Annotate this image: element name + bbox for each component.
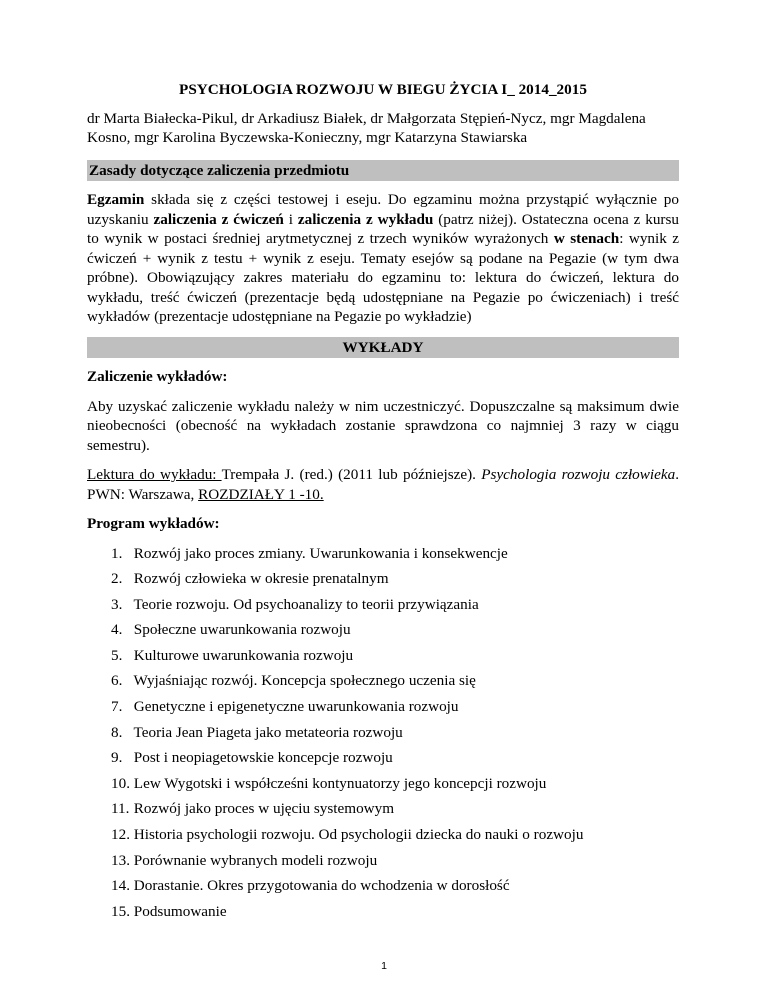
program-item-number: 6.: [111, 672, 123, 690]
program-item-number: 10.: [111, 774, 130, 792]
reading-paragraph: [87, 465, 679, 504]
program-item-number: 3.: [111, 595, 123, 613]
program-item: [111, 646, 679, 672]
program-item-text: Teoria Jean Piageta jako metateoria rozwoju: [133, 723, 403, 741]
program-item: [111, 876, 679, 902]
program-item-number: 5.: [111, 646, 123, 664]
program-item-text: Dorastanie. Okres przygotowania do wchodzenia w dorosłość: [133, 877, 510, 895]
program-item-number: 4.: [111, 621, 123, 639]
program-item: [111, 799, 679, 825]
program-item-number: 11.: [111, 800, 130, 818]
program-item-number: 1.: [111, 544, 123, 562]
exam-text-4: : wynik z ćwiczeń + wynik z testu + wynik z eseju. Tematy esejów są podane na Pegazie (w tym dwa próbne). Obowiązujący zakres materiału do egzaminu to: lektura do ćwiczeń, lektura do wykładu, treść ćwiczeń (prezentacje będą udostępniane na Pegazie po ćwiczeniach) i treść wykładów (prezentacje udostępniane na Pegazie po wykładzie): [87, 230, 679, 325]
program-item: [111, 774, 679, 800]
program-item-number: 12.: [111, 826, 130, 844]
rules-section-heading: Zasady dotyczące zaliczenia przedmiotu: [87, 160, 679, 182]
program-item: [111, 671, 679, 697]
program-heading: Program wykładów:: [87, 515, 220, 532]
lecture-credit-term: zaliczenia z wykładu: [297, 210, 434, 228]
program-item-number: 7.: [111, 698, 123, 716]
exam-term: Egzamin: [87, 191, 145, 208]
program-item-text: Lew Wygotski i współcześni kontynuatorzy jego koncepcji rozwoju: [133, 774, 547, 792]
reading-author: Trempała J. (red.) (2011 lub późniejsze).: [221, 466, 482, 483]
program-item-text: Rozwój jako proces zmiany. Uwarunkowania i konsekwencje: [133, 544, 508, 562]
lectures-section-heading: WYKŁADY: [87, 337, 679, 359]
program-item: [111, 697, 679, 723]
exercise-credit-term: zaliczenia z ćwiczeń: [153, 210, 284, 228]
lecture-credit-heading: Zaliczenie wykładów:: [87, 368, 228, 385]
program-item-number: 8.: [111, 723, 123, 741]
page-number: 1: [381, 960, 387, 972]
reading-label: Lektura do wykładu:: [87, 466, 222, 483]
program-item: [111, 544, 679, 570]
program-item: [111, 748, 679, 774]
program-item-number: 13.: [111, 851, 130, 869]
program-item: [111, 902, 679, 928]
program-item: [111, 595, 679, 621]
document-title: PSYCHOLOGIA ROZWOJU W BIEGU ŻYCIA I_ 2014_2015: [179, 81, 587, 98]
stens-term: w stenach: [553, 230, 620, 247]
program-item-text: Genetyczne i epigenetyczne uwarunkowania rozwoju: [133, 698, 459, 716]
program-item-text: Historia psychologii rozwoju. Od psychologii dziecka do nauki o rozwoju: [133, 826, 584, 844]
program-item: [111, 620, 679, 646]
reading-book-title: Psychologia rozwoju człowieka: [481, 466, 676, 483]
program-item: [111, 825, 679, 851]
program-item-number: 14.: [111, 877, 130, 895]
program-item-number: 9.: [111, 749, 123, 767]
program-item-text: Rozwój jako proces w ujęciu systemowym: [133, 800, 395, 818]
program-item: [111, 569, 679, 595]
program-item-text: Porównanie wybranych modeli rozwoju: [133, 851, 378, 869]
program-list: [87, 544, 679, 928]
reading-publisher: . PWN: Warszawa,: [87, 466, 679, 503]
lecture-credit-paragraph: Aby uzyskać zaliczenie wykładu należy w nim uczestniczyć. Dopuszczalne są maksimum dwie nieobecności (obecność na wykładach zostanie sprawdzona co najmniej 3 razy w ciągu semestru).: [87, 397, 679, 454]
authors-line: dr Marta Białecka-Pikul, dr Arkadiusz Białek, dr Małgorzata Stępień-Nycz, mgr Magdalena Kosno, mgr Karolina Byczewska-Konieczny, mgr Katarzyna Stawiarska: [87, 109, 646, 146]
reading-chapters: ROZDZIAŁY 1 -10.: [198, 485, 324, 503]
exam-rules-paragraph: [87, 190, 679, 327]
document-content: [87, 80, 679, 927]
program-item-text: Teorie rozwoju. Od psychoanalizy to teorii przywiązania: [133, 595, 479, 613]
program-item-text: Wyjaśniając rozwój. Koncepcja społecznego uczenia się: [133, 672, 476, 690]
program-item-text: Post i neopiagetowskie koncepcje rozwoju: [133, 749, 393, 767]
program-item: [111, 851, 679, 877]
program-item-number: 15.: [111, 902, 130, 920]
program-item-text: Podsumowanie: [133, 902, 227, 920]
exam-text-1: składa się z części testowej i eseju. Do egzaminu można przystąpić wyłącznie po uzyskaniu: [87, 191, 679, 228]
program-item-text: Społeczne uwarunkowania rozwoju: [133, 621, 351, 639]
exam-text-2: i: [283, 210, 298, 228]
exam-text-3: (patrz niżej). Ostateczna ocena z kursu to wynik w postaci średniej arytmetycznej z trzech wyników wyrażonych: [87, 210, 679, 247]
program-item: [111, 723, 679, 749]
program-item-number: 2.: [111, 570, 123, 588]
program-item-text: Kulturowe uwarunkowania rozwoju: [133, 646, 354, 664]
program-item-text: Rozwój człowieka w okresie prenatalnym: [133, 570, 389, 588]
